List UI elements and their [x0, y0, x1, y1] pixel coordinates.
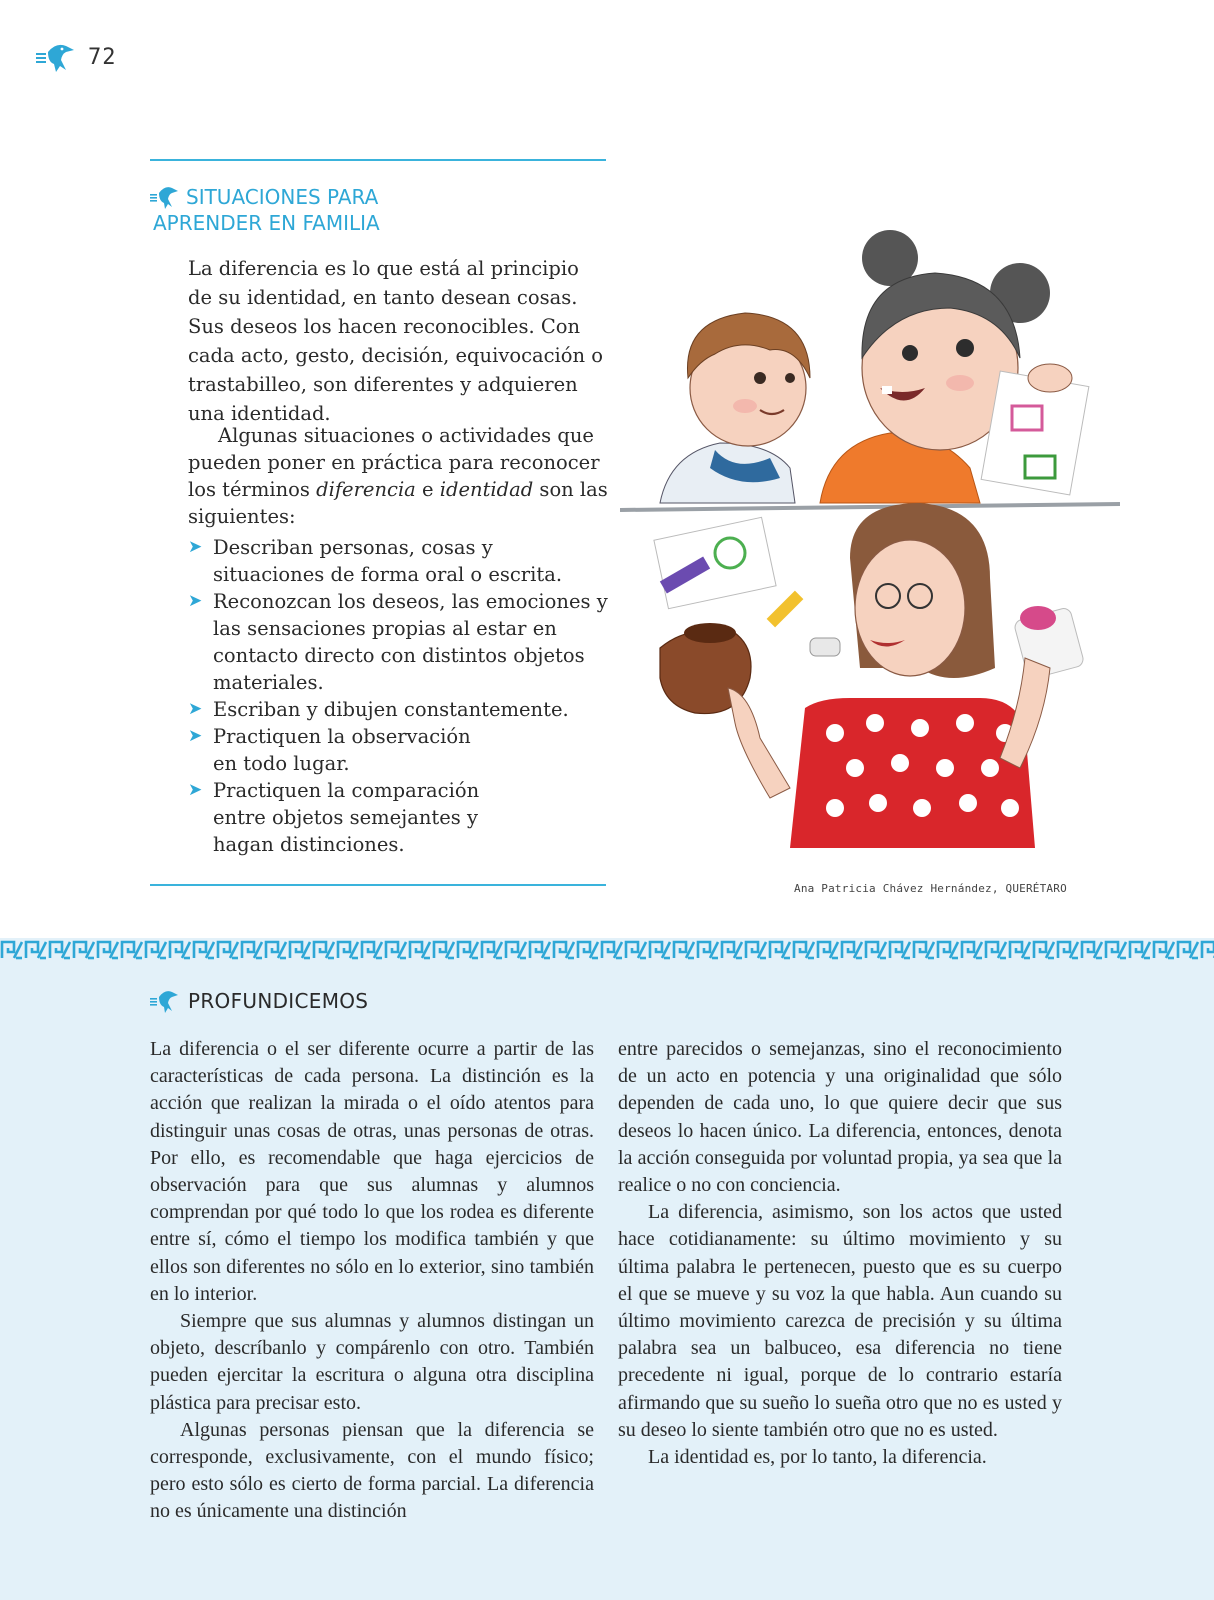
hummingbird-icon — [34, 40, 78, 74]
list-item-text: Practiquen la observación en todo lugar. — [213, 725, 471, 775]
intro-text-b: e — [415, 478, 440, 501]
chevron-right-icon: ➤ — [188, 591, 203, 611]
list-item — [188, 696, 608, 723]
page-number: 72 — [88, 44, 117, 70]
deepen-paragraph: Algunas personas piensan que la diferencia se corresponde, exclusivamente, con el mundo físico; pero esto sólo es cierto de forma parcial. La diferencia no es únicamente una distinción — [150, 1418, 594, 1523]
intro-term-diferencia: diferencia — [316, 478, 416, 501]
activity-list — [188, 534, 608, 858]
family-section-title-line1: SITUACIONES PARA — [186, 185, 379, 209]
deepen-paragraph: La diferencia, asimismo, son los actos que usted hace cotidianamente: su último movimiento y su última palabra le pertenecen, puesto que es su cuerpo el que se mueve y su voz la que habla. Aun cuando su último movimiento carezca de precisión y su última palabra sea un balbuceo, esa diferencia no tiene precedente ni igual, porque de lo contrario estaría afirmando que su sueño lo sueña otro que no es usted y su deseo lo siente también otro que no es usted. — [618, 1201, 1062, 1441]
deepen-left-column — [150, 1036, 594, 1526]
chevron-right-icon: ➤ — [188, 726, 203, 746]
deepen-section-heading — [150, 988, 368, 1014]
hummingbird-icon — [150, 184, 180, 210]
list-item-text: Escriban y dibujen constantemente. — [213, 698, 569, 721]
list-item — [188, 723, 608, 777]
section-bottom-rule — [150, 884, 606, 886]
deepen-paragraph: La diferencia o el ser diferente ocurre a partir de las características de cada persona. La distinción es la acción que realizan la mirada o el oído atentos para distinguir unas cosas de otras, unas personas de otras. Por ello, es recomendable que haga ejercicios de observación para que sus alumnas y alumnos comprendan por qué todo lo que los rodea es diferente entre sí, cómo el tiempo los modifica también y que ellos son diferentes no sólo en lo exterior, sino también en lo interior. — [150, 1038, 594, 1305]
section-top-rule — [150, 159, 606, 161]
list-item — [188, 777, 608, 858]
family-illustration — [620, 228, 1120, 878]
deepen-section-title: PROFUNDICEMOS — [188, 989, 369, 1013]
family-section-title-line2: APRENDER EN FAMILIA — [153, 211, 380, 235]
chevron-right-icon: ➤ — [188, 780, 203, 800]
family-section-heading — [150, 184, 446, 236]
list-item — [188, 588, 608, 696]
girl-figure — [820, 230, 1089, 503]
chevron-right-icon: ➤ — [188, 537, 203, 557]
deepen-paragraph: Siempre que sus alumnas y alumnos distingan un objeto, descríbanlo y compárenlo con otro. También pueden ejercitar la escritura o alguna otra disciplina plástica para precisar esto. — [150, 1310, 594, 1414]
illustration-credit: Ana Patricia Chávez Hernández, QUERÉTARO — [794, 882, 1067, 895]
intro-paragraph-1: La diferencia es lo que está al principio de su identidad, en tanto desean cosas. Sus deseos los hacen reconocibles. Con cada acto, gesto, decisión, equivocación o trastabilleo, son diferentes y adquieren una identidad. — [188, 257, 604, 425]
table-edge — [620, 504, 1120, 510]
family-intro — [188, 254, 608, 530]
intro-term-identidad: identidad — [439, 478, 534, 501]
deepen-paragraph: entre parecidos o semejanzas, sino el reconocimiento de un acto en potencia y una originalidad que sólo dependen de cada uno, lo que quiere decir que sus deseos lo hacen único. La diferencia, entonces, denota la acción conseguida por voluntad propia, ya sea que la realice o no con conciencia. — [618, 1038, 1062, 1197]
hummingbird-icon — [150, 988, 180, 1014]
chevron-right-icon: ➤ — [188, 699, 203, 719]
boy-figure — [660, 313, 810, 503]
list-item-text: Practiquen la comparación entre objetos semejantes y hagan distinciones. — [213, 779, 480, 856]
list-item-text: Describan personas, cosas y situaciones de forma oral o escrita. — [213, 536, 563, 586]
intro-paragraph-2 — [188, 422, 608, 530]
family-section-title — [153, 184, 446, 236]
intro-text-c: son las siguientes: — [188, 478, 608, 528]
list-item — [188, 534, 608, 588]
greek-key-border — [0, 938, 1214, 962]
list-item-text: Reconozcan los deseos, las emociones y las sensaciones propias al estar en contacto directo con distintos objetos materiales. — [213, 590, 608, 694]
deepen-paragraph: La identidad es, por lo tanto, la diferencia. — [648, 1446, 987, 1469]
deepen-right-column — [618, 1036, 1062, 1471]
page-header — [34, 40, 117, 74]
intro-text-a: Algunas situaciones o actividades que pueden poner en práctica para reconocer los términos — [188, 424, 600, 501]
